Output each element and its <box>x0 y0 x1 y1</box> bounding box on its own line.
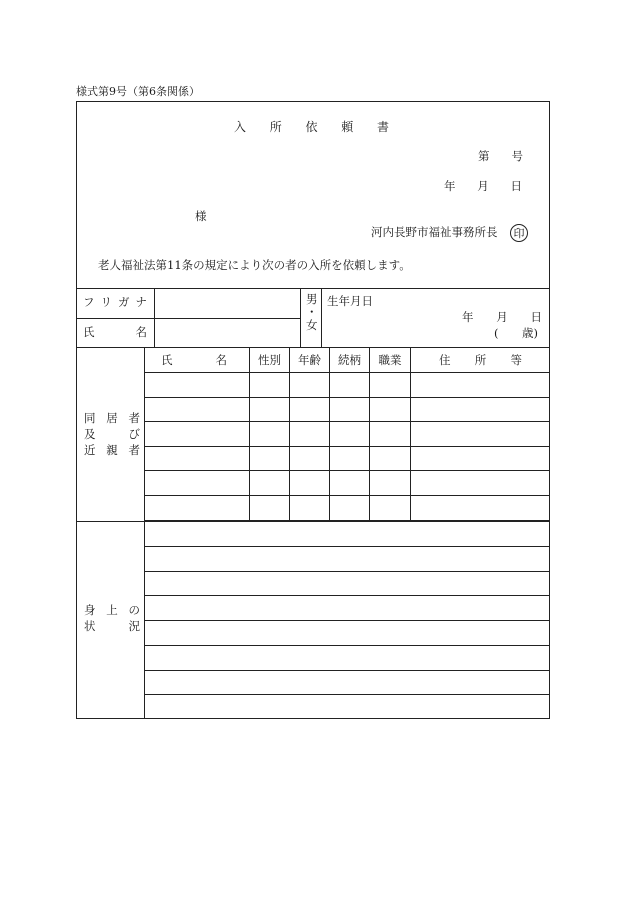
circumstances-row[interactable] <box>145 547 549 571</box>
family-cell[interactable] <box>250 422 289 446</box>
circumstances-row[interactable] <box>145 596 549 620</box>
family-cell[interactable] <box>411 422 550 446</box>
family-cell[interactable] <box>250 373 289 397</box>
family-cell[interactable] <box>411 398 550 422</box>
circumstances-section-label <box>84 602 140 634</box>
furigana-label-char: ガ <box>118 295 130 309</box>
family-cell[interactable] <box>290 398 329 422</box>
issuer-name: 河内長野市福祉事務所長 <box>371 225 498 239</box>
family-cell[interactable] <box>330 398 369 422</box>
document-number <box>478 151 523 163</box>
family-cell[interactable] <box>290 422 329 446</box>
furigana-label-char: リ <box>100 295 112 309</box>
family-column-header: 続柄 <box>338 353 361 367</box>
family-cell[interactable] <box>250 496 289 520</box>
family-cell[interactable] <box>411 373 550 397</box>
title-char: 依 <box>305 120 318 134</box>
form-title <box>234 121 389 133</box>
sex-male: 男 <box>306 292 318 306</box>
family-cell[interactable] <box>370 422 410 446</box>
form-number-label: 様式第9号（第6条関係） <box>76 85 200 98</box>
family-cell[interactable] <box>290 471 329 495</box>
family-cell[interactable] <box>145 471 249 495</box>
number-suffix: 号 <box>511 149 523 163</box>
name-input[interactable] <box>155 319 300 347</box>
family-column-header: 住 所 等 <box>439 353 522 367</box>
furigana-label <box>83 297 147 309</box>
date-month: 月 <box>477 179 489 193</box>
family-cell[interactable] <box>370 496 410 520</box>
circumstances-row[interactable] <box>145 522 549 546</box>
birth-year: 年 <box>462 310 474 324</box>
age-field[interactable] <box>494 328 538 340</box>
family-cell[interactable] <box>411 447 550 471</box>
name-label-char: 名 <box>135 325 147 339</box>
family-cell[interactable] <box>370 398 410 422</box>
family-cell[interactable] <box>411 496 550 520</box>
sex-field[interactable] <box>301 289 321 347</box>
title-char: 頼 <box>341 120 354 134</box>
family-cell[interactable] <box>250 398 289 422</box>
family-label-line: 及 び <box>84 427 140 441</box>
family-cell[interactable] <box>330 373 369 397</box>
birth-date-field[interactable] <box>462 312 542 324</box>
furigana-label-char: フ <box>83 295 95 309</box>
family-section-label <box>84 410 140 458</box>
circumstances-row[interactable] <box>145 671 549 695</box>
family-column-header: 年齢 <box>298 353 321 367</box>
age-unit: 歳) <box>522 326 538 340</box>
circumstances-label-line: 身 上 の <box>84 603 140 617</box>
family-column-header: 氏 名 <box>161 353 227 367</box>
sex-female: 女 <box>306 318 318 332</box>
family-column-header: 性別 <box>258 353 281 367</box>
family-cell[interactable] <box>330 496 369 520</box>
family-cell[interactable] <box>250 471 289 495</box>
title-char: 入 <box>234 120 247 134</box>
furigana-input[interactable] <box>155 289 300 318</box>
circumstances-row[interactable] <box>145 695 549 719</box>
family-cell[interactable] <box>370 471 410 495</box>
title-char: 所 <box>269 120 282 134</box>
family-cell[interactable] <box>250 447 289 471</box>
name-label-char: 氏 <box>83 325 95 339</box>
family-column-header: 職業 <box>378 353 402 367</box>
family-cell[interactable] <box>145 398 249 422</box>
request-statement: 老人福祉法第11条の規定により次の者の入所を依頼します。 <box>98 258 411 272</box>
family-cell[interactable] <box>370 373 410 397</box>
furigana-label-char: ナ <box>135 295 147 309</box>
issue-date <box>444 181 522 193</box>
family-cell[interactable] <box>145 422 249 446</box>
family-cell[interactable] <box>145 496 249 520</box>
family-cell[interactable] <box>411 471 550 495</box>
family-cell[interactable] <box>290 373 329 397</box>
title-char: 書 <box>376 120 389 134</box>
addressee-suffix: 様 <box>195 209 207 223</box>
seal-mark: 印 <box>510 224 528 242</box>
birth-date-label: 生年月日 <box>327 294 373 308</box>
family-label-line: 同 居 者 <box>84 411 140 425</box>
family-cell[interactable] <box>290 447 329 471</box>
sex-separator: ・ <box>306 305 318 319</box>
family-cell[interactable] <box>145 373 249 397</box>
family-cell[interactable] <box>370 447 410 471</box>
birth-month: 月 <box>496 310 508 324</box>
circumstances-label-line: 状 況 <box>84 619 140 633</box>
family-cell[interactable] <box>330 471 369 495</box>
family-cell[interactable] <box>330 422 369 446</box>
date-year: 年 <box>444 179 456 193</box>
date-day: 日 <box>510 179 522 193</box>
name-label <box>83 327 147 339</box>
family-cell[interactable] <box>330 447 369 471</box>
family-label-line: 近 親 者 <box>84 443 140 457</box>
circumstances-row[interactable] <box>145 572 549 596</box>
birth-day: 日 <box>530 310 542 324</box>
circumstances-row[interactable] <box>145 646 549 670</box>
family-cell[interactable] <box>145 447 249 471</box>
family-cell[interactable] <box>290 496 329 520</box>
circumstances-row[interactable] <box>145 621 549 645</box>
number-prefix: 第 <box>478 149 490 163</box>
age-open: ( <box>494 326 499 340</box>
